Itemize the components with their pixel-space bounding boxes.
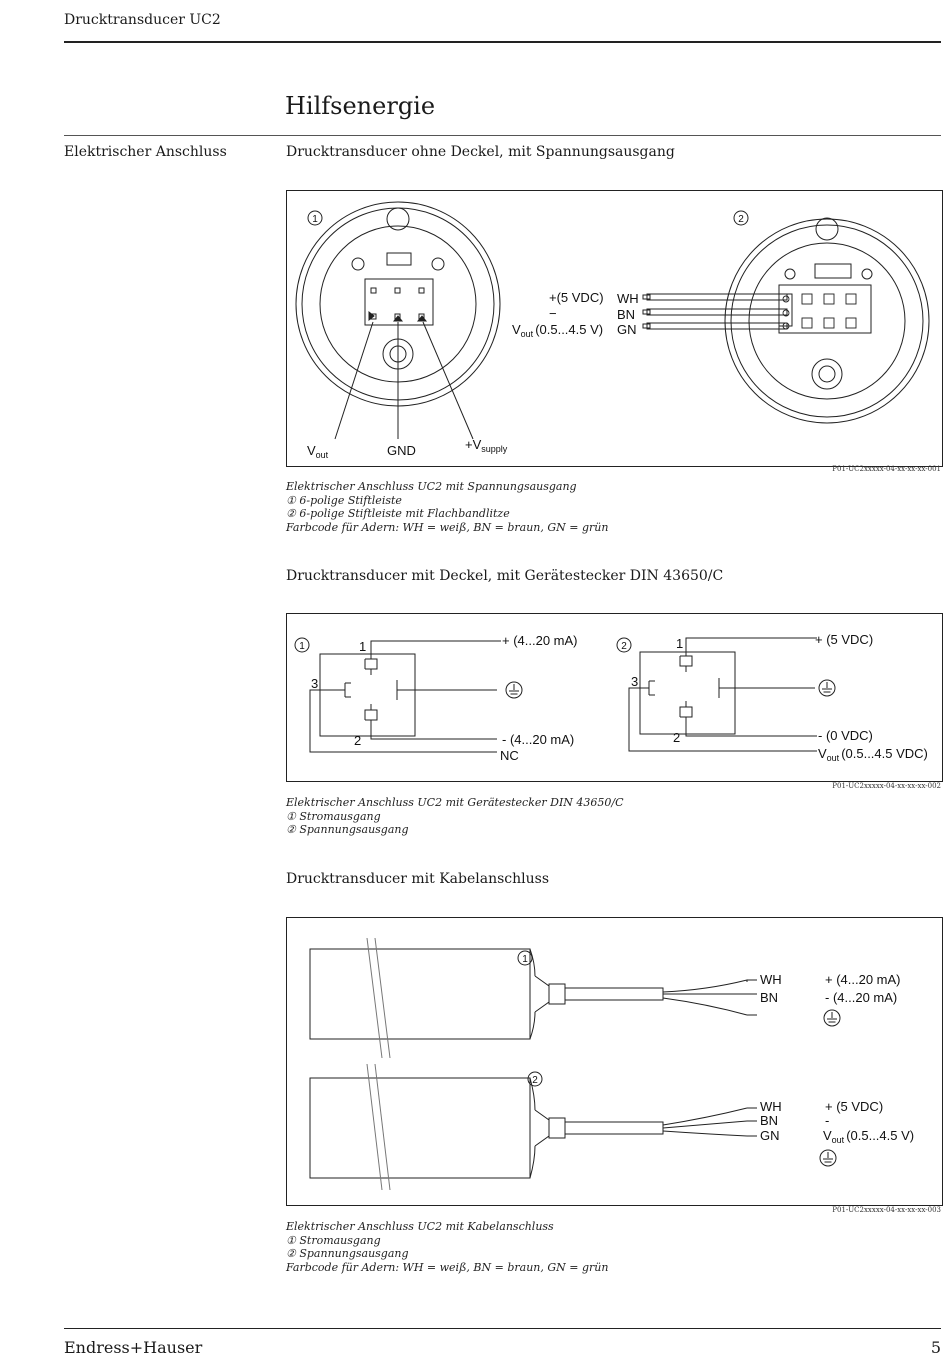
wire-label-bn: BN: [760, 1113, 779, 1128]
signal-vout: $V_{out}$ (0.5...4.5 VDC): [818, 746, 928, 763]
caption-line: Elektrischer Anschluss UC2 mit Gerätestecker DIN 43650/C: [286, 796, 624, 809]
marker-1: 1: [312, 214, 318, 225]
signal-plus-ma: + (4...20 mA): [825, 972, 901, 987]
caption-1: [286, 480, 608, 534]
pin-label-gnd: GND: [387, 443, 416, 458]
marker-1: 1: [299, 641, 305, 652]
wire-label-wh: WH: [617, 291, 639, 306]
wire-label-wh: WH: [760, 972, 782, 987]
caption-line: ② 6-polige Stiftleiste mit Flachbandlitze: [286, 507, 510, 520]
wire-label-gn: GN: [617, 322, 637, 337]
caption-line: Farbcode für Adern: WH = weiß, BN = braun, GN = grün: [286, 1260, 609, 1274]
section-heading-2: Drucktransducer mit Deckel, mit Gerätestecker DIN 43650/C: [286, 568, 724, 584]
section-heading-1: Drucktransducer ohne Deckel, mit Spannungsausgang: [286, 144, 675, 160]
marker-1: 1: [522, 954, 528, 965]
page-title: Hilfsenergie: [285, 92, 436, 120]
signal-minus: -: [825, 1113, 830, 1128]
ground-icon: [820, 1150, 836, 1166]
wire-label-bn: BN: [617, 307, 636, 322]
pin-1: 1: [676, 636, 684, 651]
pin-3: 3: [631, 674, 639, 689]
caption-line: ② Spannungsausgang: [286, 1247, 409, 1260]
diagram-6pin-header: [287, 191, 942, 466]
signal-vout: $V_{out}$ (0.5...4.5 V): [823, 1128, 915, 1145]
caption-line: Elektrischer Anschluss UC2 mit Spannungsausgang: [286, 480, 577, 493]
caption-2: [286, 796, 624, 837]
ground-icon: [819, 680, 835, 696]
figure-connector-cable: [286, 917, 943, 1206]
figure-code-2: P01-UC2xxxxx-04-xx-xx-xx-002: [832, 782, 941, 790]
marker-2: 2: [621, 641, 627, 652]
caption-line: Farbcode für Adern: WH = weiß, BN = braun, GN = grün: [286, 520, 609, 534]
footer-rule: [64, 1328, 941, 1329]
marker-2: 2: [738, 214, 744, 225]
figure-code-3: P01-UC2xxxxx-04-xx-xx-xx-003: [832, 1206, 941, 1214]
figure-code-1: P01-UC2xxxxx-04-xx-xx-xx-001: [832, 465, 941, 473]
footer-brand: Endress+Hauser: [64, 1338, 203, 1357]
pin-1: 1: [359, 639, 367, 654]
pin-label-supply: $+V_{supply}$: [465, 437, 508, 454]
header-rule: [64, 41, 941, 43]
signal-nc: NC: [500, 748, 519, 763]
page-number: 5: [930, 1338, 941, 1357]
wire-label-gn: GN: [760, 1128, 780, 1143]
signal-plus-ma: + (4...20 mA): [502, 633, 578, 648]
pin-2: 2: [673, 730, 681, 745]
signal-minus-ma: - (4...20 mA): [825, 990, 898, 1005]
marker-2: 2: [532, 1075, 538, 1086]
signal-label-plus5: +(5 VDC): [549, 290, 604, 305]
wire-label-wh: WH: [760, 1099, 782, 1114]
caption-line: ① Stromausgang: [286, 809, 381, 823]
figure-connector-voltage: [286, 190, 943, 467]
signal-label-vout: $V_{out}$ (0.5...4.5 V): [512, 322, 604, 339]
wire-label-bn: BN: [760, 990, 779, 1005]
sidebar-label: Elektrischer Anschluss: [64, 144, 227, 160]
diagram-din-plug: [287, 614, 942, 781]
caption-line: Elektrischer Anschluss UC2 mit Kabelanschluss: [286, 1220, 554, 1233]
section-heading-3: Drucktransducer mit Kabelanschluss: [286, 871, 549, 887]
section-rule: [64, 135, 941, 136]
pin-2: 2: [354, 733, 362, 748]
pin-label-vout: $V_{out}$: [307, 443, 329, 460]
caption-line: ① Stromausgang: [286, 1233, 381, 1247]
diagram-cable: [287, 918, 942, 1205]
caption-line: ② Spannungsausgang: [286, 823, 409, 836]
signal-label-minus: −: [549, 306, 557, 321]
caption-line: ① 6-polige Stiftleiste: [286, 493, 402, 507]
signal-minus-v: - (0 VDC): [818, 728, 873, 743]
signal-plus-v: + (5 VDC): [825, 1099, 884, 1114]
running-header: Drucktransducer UC2: [64, 12, 221, 28]
signal-minus-ma: - (4...20 mA): [502, 732, 575, 747]
caption-3: [286, 1220, 608, 1274]
pin-3: 3: [311, 676, 319, 691]
ground-icon: [506, 682, 522, 698]
figure-connector-din: [286, 613, 943, 782]
signal-plus-v: + (5 VDC): [815, 632, 874, 647]
ground-icon: [824, 1010, 840, 1026]
